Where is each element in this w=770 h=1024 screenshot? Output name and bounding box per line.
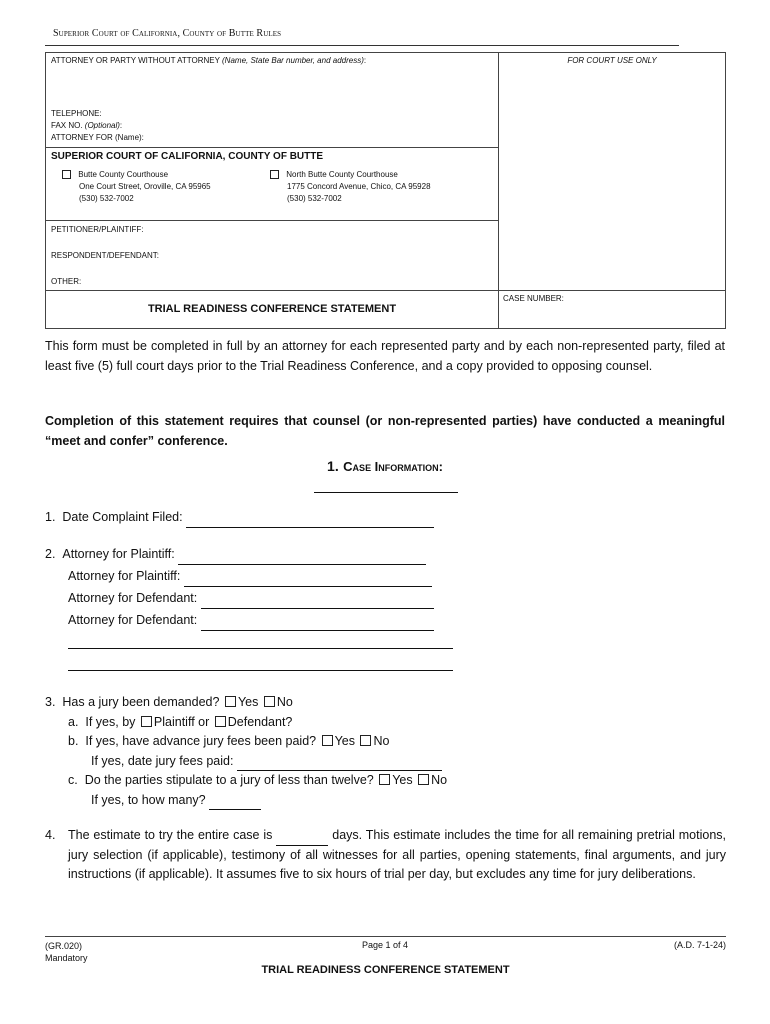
stipulate-no-checkbox[interactable] [418, 774, 429, 785]
item-attorneys: 2. Attorney for Plaintiff: Attorney for Plaintiff: Attorney for Defendant: Attorney for Defendant: [45, 543, 434, 631]
intro-paragraph: This form must be completed in full by an attorney for each represented party and by each non-represented party, filed at least five (5) full court days prior to the Trial Readiness Conference, and a copy provided to opposing counsel. [45, 339, 725, 373]
fees-paid-no-checkbox[interactable] [360, 735, 371, 746]
header-rule [45, 45, 679, 46]
fax-label: FAX NO. (Optional): [51, 121, 123, 130]
item-trial-estimate: 4. The estimate to try the entire case is days. This estimate includes the time for all remaining pretrial motions, jury selection (if applicable), testimony of all witnesses for all parties, opening statements, final arguments, and jury instructions (if applicable). It assumes five to six hours of trial per day, but excludes any time for jury deliberations. [45, 828, 726, 881]
footer-form-number: (GR.020) Mandatory [45, 941, 88, 963]
extra-attorney-line-2[interactable] [68, 670, 453, 671]
attorney-for-label: ATTORNEY FOR (Name): [51, 133, 144, 142]
jury-demanded-yes-checkbox[interactable] [225, 696, 236, 707]
rules-header: Superior Court of California, County of Butte Rules [53, 28, 282, 39]
attorney-plaintiff-field-2[interactable] [184, 573, 432, 587]
jury-count-field[interactable] [209, 796, 261, 810]
revision-date: (A.D. 7-1-24) [673, 940, 726, 950]
section-heading: 1. Case Information: [327, 458, 443, 474]
courthouse-oroville: Butte County Courthouse One Court Street, Oroville, CA 95965 (530) 532-7002 [62, 169, 262, 205]
footer-rule [45, 936, 726, 937]
item-jury: 3. Has a jury been demanded? Yes No a. If yes, by Plaintiff or Defendant? b. If yes, have advance jury fees been paid? Yes No If yes, date jury fees paid: c. Do the parties stipulate to a jury of less than twelve? Yes No If yes, to how many? [45, 693, 447, 810]
meet-confer-paragraph: Completion of this statement requires that counsel (or non-represented parties) have conducted a meaningful “meet and confer” conference. [45, 414, 725, 448]
extra-attorney-line-1[interactable] [68, 648, 453, 649]
section-heading-underline [314, 492, 458, 493]
court-section-line [45, 147, 499, 148]
courthouse-chico: North Butte County Courthouse 1775 Concord Avenue, Chico, CA 95928 (530) 532-7002 [270, 169, 495, 205]
item-date-complaint: 1. Date Complaint Filed: [45, 506, 434, 528]
footer-title: TRIAL READINESS CONFERENCE STATEMENT [261, 964, 510, 976]
respondent-label: RESPONDENT/DEFENDANT: [51, 251, 160, 260]
court-name: SUPERIOR COURT OF CALIFORNIA, COUNTY OF BUTTE [51, 151, 324, 162]
title-section-line [45, 290, 726, 291]
petitioner-label: PETITIONER/PLAINTIFF: [51, 225, 144, 234]
telephone-label: TELEPHONE: [51, 109, 102, 118]
page-number: Page 1 of 4 [361, 940, 409, 950]
other-label: OTHER: [51, 277, 82, 286]
trial-days-field[interactable] [276, 832, 328, 846]
jury-demanded-no-checkbox[interactable] [264, 696, 275, 707]
jury-by-defendant-checkbox[interactable] [215, 716, 226, 727]
stipulate-yes-checkbox[interactable] [379, 774, 390, 785]
form-title: TRIAL READINESS CONFERENCE STATEMENT [147, 303, 397, 315]
chico-checkbox[interactable] [270, 170, 279, 179]
attorney-label: ATTORNEY OR PARTY WITHOUT ATTORNEY (Name, State Bar number, and address): [51, 56, 367, 65]
parties-section-line [45, 220, 499, 221]
attorney-defendant-field-1[interactable] [201, 595, 434, 609]
court-use-label: FOR COURT USE ONLY [567, 56, 657, 65]
fees-paid-yes-checkbox[interactable] [322, 735, 333, 746]
court-use-box [498, 52, 726, 329]
attorney-defendant-field-2[interactable] [201, 617, 434, 631]
jury-by-plaintiff-checkbox[interactable] [141, 716, 152, 727]
case-number-label: CASE NUMBER: [503, 294, 564, 303]
attorney-plaintiff-field-1[interactable] [178, 551, 426, 565]
oroville-checkbox[interactable] [62, 170, 71, 179]
jury-fees-date-field[interactable] [237, 757, 442, 771]
date-complaint-field[interactable] [186, 514, 434, 528]
